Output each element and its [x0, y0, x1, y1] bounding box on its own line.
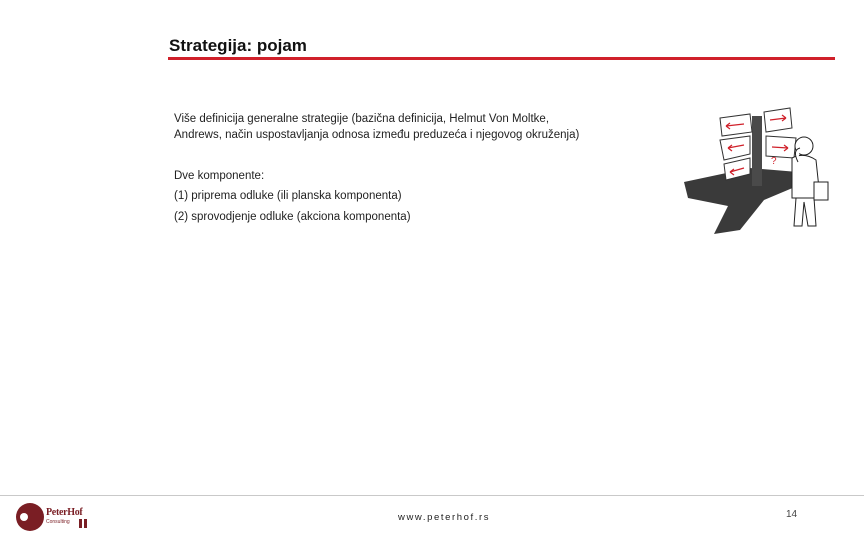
component-2: (2) sprovodjenje odluke (akciona komponenta) [174, 211, 411, 223]
definition-paragraph [174, 111, 579, 143]
logo-subtitle: Consulting [46, 519, 70, 525]
signpost-illustration [680, 102, 840, 237]
components-heading: Dve komponente: [174, 170, 265, 182]
definition-line-1: Više definicija generalne strategije (bazična definicija, Helmut Von Moltke, [174, 113, 550, 125]
component-1: (1) priprema odluke (ili planska komponenta) [174, 190, 402, 202]
title-underline [168, 57, 835, 60]
signpost-pole [752, 116, 762, 186]
definition-line-2: Andrews, način uspostavljanja odnosa između preduzeća i njegovog okruženja) [174, 129, 580, 141]
thinking-man [792, 137, 828, 226]
footer-url[interactable]: www.peterhof.rs [398, 512, 491, 523]
logo-name: PeterHof [46, 507, 83, 518]
slide-title: Strategija: pojam [169, 36, 307, 55]
signpost-shadow [684, 168, 802, 234]
page-number: 14 [786, 509, 798, 520]
footer-divider [0, 495, 864, 496]
question-mark: ? [771, 156, 777, 167]
